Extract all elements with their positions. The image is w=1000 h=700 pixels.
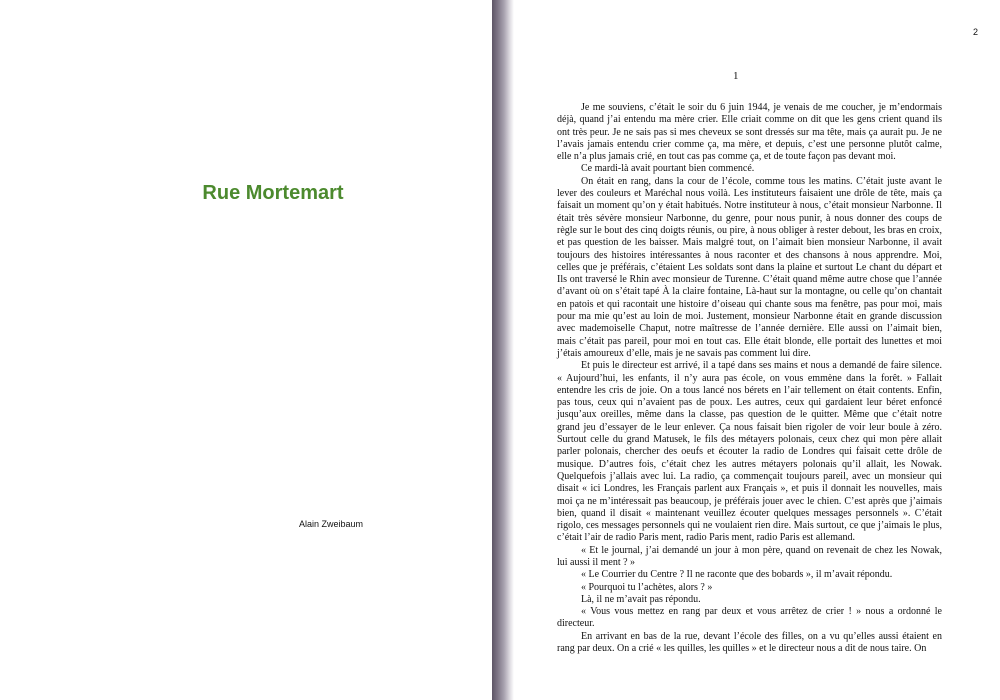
paragraph: « Vous vous mettez en rang par deux et vous arrêtez de crier ! » nous a ordonné le directeur. bbox=[557, 606, 942, 630]
book-gutter-shadow bbox=[492, 0, 514, 700]
paragraph: On était en rang, dans la cour de l’école, comme tous les matins. C’était juste avant le lever des couleurs et Maréchal nous voilà. Les instituteurs faisaient une drôle de tête, mais ça faisait un moment qu’on y était habitués. Notre instituteur à nous, c’était monsieur Narbonne. Il était très sévère monsieur Narbonne, du genre, pour nous punir, à nous donner des coups de règle sur le bout des cinq doigts réunis, ou pire, à nous obliger à rester debout, les bras en croix, et pas question de les baisser. Mais malgré tout, on l’aimait bien monsieur Narbonne, il avait toujours des histoires intéressantes à nous raconter et des chansons à nous apprendre. Moi, celles que je préférais, c’étaient Les soldats sont dans la plaine et surtout Le chant du départ et Ils ont traversé le Rhin avec monsieur de Turenne. C’était quand même autre chose que l’année d’avant où on s’était tapé À la claire fontaine, Là-haut sur la montagne, ou celle qu’on chantait en patois et qui racontait une histoire d’oiseau qui chante sous ma fenêtre, pas pour moi, mais pour ma mie qu’est au loin de moi. Justement, monsieur Narbonne était en grande discussion avec mademoiselle Chaput, notre maîtresse de l’année dernière. Elle aussi on l’aimait bien, mais c’était pas pareil, pour moi en tout cas. Elle était blonde, elle portait des lunettes et moi j’étais amoureux d’elle, mais je ne savais pas comment lui dire. bbox=[557, 175, 942, 359]
paragraph: Et puis le directeur est arrivé, il a tapé dans ses mains et nous a demandé de faire silence. « Aujourd’hui, les enfants, il n’y aura pas école, on vous emmène dans la forêt. » Fallait entendre les cris de joie. On a tous lancé nos bérets en l’air tellement on était contents. Enfin, pas tous, ceux qui n’avaient pas de poux. Les autres, ceux qui gardaient leur béret enfoncé jusqu’aux oreilles, même dans la classe, pas question de le quitter. Même que c’était notre grand jeu d’essayer de le leur enlever. Ça nous faisait bien rigoler de voir leur boule à zéro. Surtout celle du grand Matusek, le fils des métayers polonais, ceux chez qui mon père allait parler polonais, chercher des oeufs et écouter la radio de Londres qui faisait cette drôle de musique. D’autres fois, c’était chez les autres métayers polonais qu’il allait, les Nowak. Quelquefois j’allais avec lui. La radio, ça commençait toujours pareil, avec un monsieur qui disait « ici Londres, les Français parlent aux Français », et puis il donnait les nouvelles, mais moi ça ne m’intéressait pas beaucoup, je préférais jouer avec le chien. C’est après que j’aimais bien, quand il disait « maintenant veuillez écouter quelques messages personnels ». C’était rigolo, ces messages personnels qui ne voulaient rien dire. Mais surtout, ce que j’aimais le plus, c’était l’air de radio Paris ment, radio Paris ment, radio Paris est allemand. bbox=[557, 360, 942, 544]
paragraph: Ce mardi-là avait pourtant bien commencé. bbox=[581, 163, 755, 175]
paragraph: « Pourquoi tu l’achètes, alors ? » bbox=[581, 581, 713, 593]
paragraph: « Et le journal, j’ai demandé un jour à mon père, quand on revenait de chez les Nowak, lui aussi il ment ? » bbox=[557, 544, 942, 568]
paragraph: Là, il ne m’avait pas répondu. bbox=[581, 593, 701, 605]
chapter-number: 1 bbox=[733, 70, 739, 82]
paragraph: « Le Courrier du Centre ? Il ne raconte que des bobards », il m’avait répondu. bbox=[581, 569, 893, 581]
author-name: Alain Zweibaum bbox=[299, 519, 364, 529]
chapter-text bbox=[557, 102, 942, 655]
paragraph: Je me souviens, c’était le soir du 6 juin 1944, je venais de me coucher, je m’endormais déjà, quand j’ai entendu ma mère crier. Elle criait comme on dit que les gens crient quand ils ont très peur. Je ne sais pas si mes cheveux se sont dressés sur ma tête, mais ça aurait pu. Je ne l’avais jamais entendu crier comme ça, ma mère, et depuis, c’est une personne plutôt calme, elle n’a plus jamais crié, en tout cas pas comme ça, et de toute façon pas devant moi. bbox=[557, 102, 942, 163]
paragraph: En arrivant en bas de la rue, devant l’école des filles, on a vu qu’elles aussi étaient en rang par deux. On a crié « les quilles, les quilles » et le directeur nous a dit de nous taire. On bbox=[557, 630, 942, 655]
left-page bbox=[0, 0, 492, 700]
page-number: 2 bbox=[972, 27, 978, 37]
book-title: Rue Mortemart bbox=[202, 182, 344, 204]
